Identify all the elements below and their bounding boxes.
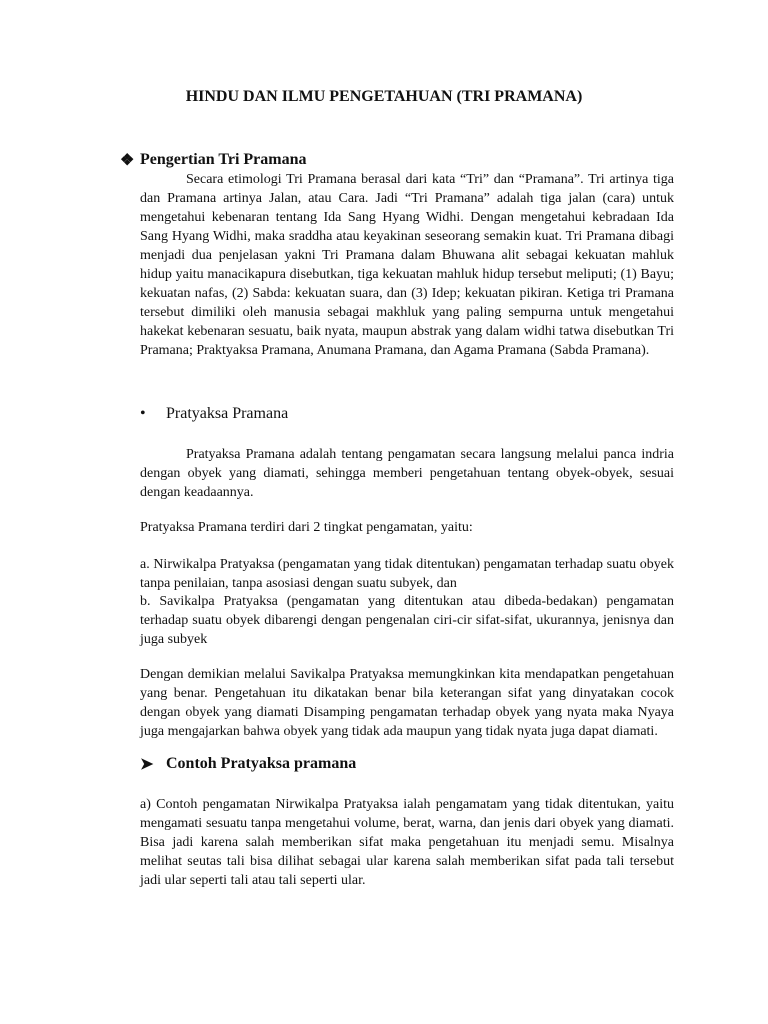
arrow-bullet-icon: ➤ bbox=[140, 756, 154, 773]
section-heading-contoh bbox=[140, 754, 356, 774]
section-heading-label: Contoh Pratyaksa pramana bbox=[166, 755, 357, 772]
round-bullet-icon: • bbox=[140, 405, 146, 422]
paragraph-pratyaksa-definition: Pratyaksa Pramana adalah tentang pengamatan secara langsung melalui panca indria dengan obyek yang diamati, sehingga memberi pengetahuan tentang obyek-obyek, sesuai dengan keadaannya. bbox=[140, 447, 674, 500]
diamond-bullet-icon: ❖ bbox=[120, 152, 135, 169]
section-heading-pratyaksa bbox=[140, 405, 288, 423]
section-heading-label: Pratyaksa Pramana bbox=[166, 405, 289, 422]
paragraph-pratyaksa-levels: Pratyaksa Pramana terdiri dari 2 tingkat pengamatan, yaitu: bbox=[140, 520, 473, 535]
paragraph-level-b: b. Savikalpa Pratyaksa (pengamatan yang ditentukan atau dibeda-bedakan) pengamatan terhadap suatu obyek dibarengi dengan pengenalan ciri-cir sifat-sifat, ukurannya, jenisnya dan juga subyek bbox=[140, 594, 674, 647]
paragraph-contoh-a: a) Contoh pengamatan Nirwikalpa Pratyaksa ialah pengamatam yang tidak ditentukan, yaitu mengamati sesuatu tanpa mengetahui volume, berat, warna, dan jenis dari obyek yang diamati. Bisa jadi karena salah memberikan sifat maka pengetahuan itu menjadi semu. Misalnya melihat seutas tali bisa dilihat sebagai ular karena salah memberikan sifat pada tali tersebut jadi ular seperti tali atau tali seperti ular. bbox=[140, 797, 674, 888]
section-heading-pengertian bbox=[120, 150, 307, 170]
page-title: HINDU DAN ILMU PENGETAHUAN (TRI PRAMANA) bbox=[185, 88, 583, 105]
paragraph-level-a: a. Nirwikalpa Pratyaksa (pengamatan yang tidak ditentukan) pengamatan terhadap suatu obyek tanpa penilaian, tanpa asosiasi dengan suatu subyek, dan bbox=[140, 557, 674, 591]
paragraph-pengertian: Secara etimologi Tri Pramana berasal dari kata “Tri” dan “Pramana”. Tri artinya tiga dan Pramana artinya Jalan, atau Cara. Jadi “Tri Pramana” adalah tiga jalan (cara) untuk mengetahui kebenaran tentang Ida Sang Hyang Widhi. Dengan mengetahui kebradaan Ida Sang Hyang Widhi, maka sraddha atau keyakinan seseorang semakin kuat. Tri Pramana dibagi menjadi dua penjelasan yakni Tri Pramana dalam Bhuwana alit sebagai kekuatan mahluk hidup yaitu manacikapura disebutkan, tiga kekuatan mahluk hidup tersebut meliputi; (1) Bayu; kekuatan nafas, (2) Sabda: kekuatan suara, dan (3) Idep; kekuatan pikiran. Ketiga tri Pramana tersebut dimiliki oleh manusia sebagai makhluk yang paling sempurna untuk mengetahui hakekat kebenaran sesuatu, baik nyata, maupun abstrak yang dalam widhi tatwa disebutkan Tri Pramana; Praktyaksa Pramana, Anumana Pramana, dan Agama Pramana (Sabda Pramana). bbox=[140, 172, 674, 358]
section-heading-label: Pengertian Tri Pramana bbox=[140, 151, 307, 168]
paragraph-savikalpa: Dengan demikian melalui Savikalpa Pratyaksa memungkinkan kita mendapatkan pengetahuan yang benar. Pengetahuan itu dikatakan benar bila keterangan sifat yang dinyatakan cocok dengan obyek yang diamati Disamping pengamatan terhadap obyek yang nyata maka Nyaya juga mengajarkan bahwa obyek yang tidak ada maupun yang tidak nyata juga dapat diamati. bbox=[140, 667, 674, 739]
